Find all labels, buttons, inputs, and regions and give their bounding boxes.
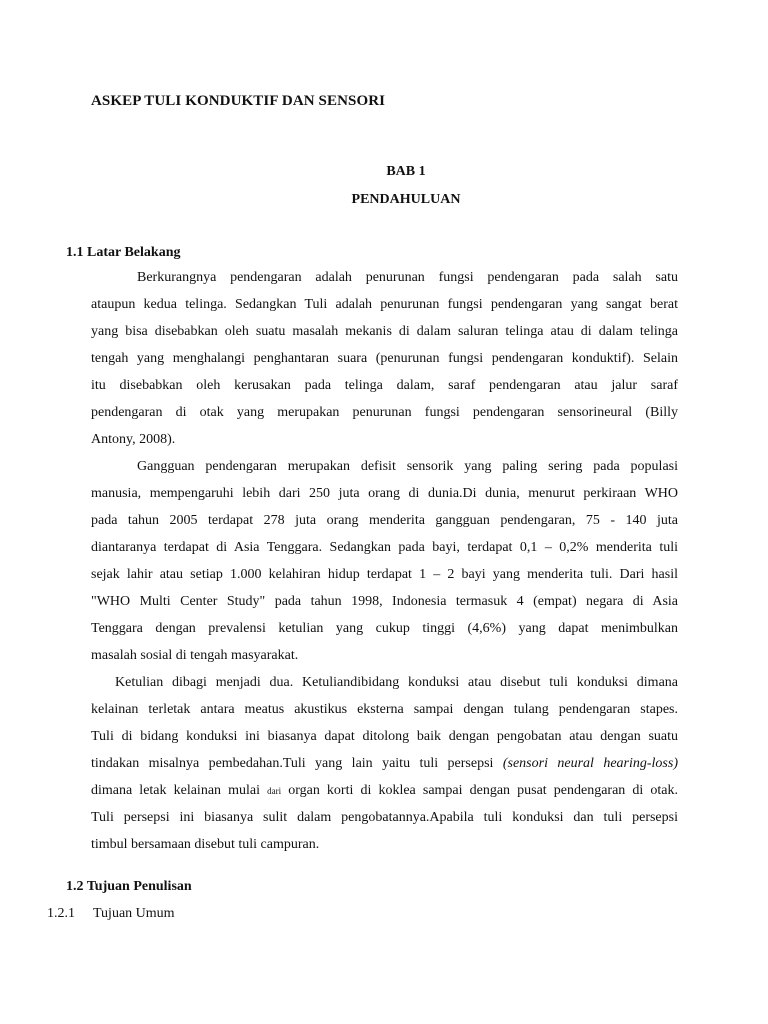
paragraph-3 xyxy=(91,669,678,858)
paragraph-line: ataupun kedua telinga. Sedangkan Tuli adalah penurunan fungsi pendengaran yang sangat berat xyxy=(91,297,678,312)
chapter-title: PENDAHULUAN xyxy=(351,192,461,207)
paragraph-line: timbul bersamaan disebut tuli campuran. xyxy=(91,837,320,852)
paragraph-line: Gangguan pendengaran merupakan defisit sensorik yang paling sering pada populasi xyxy=(137,459,678,474)
section-heading-tujuan-penulisan: 1.2 Tujuan Penulisan xyxy=(66,879,192,894)
small-text-run: dari xyxy=(267,786,282,796)
chapter-number: BAB 1 xyxy=(386,164,426,179)
paragraph-1 xyxy=(91,264,678,453)
paragraph-line: "WHO Multi Center Study" pada tahun 1998, Indonesia termasuk 4 (empat) negara di Asia xyxy=(91,594,678,609)
paragraph-line: Tuli persepsi ini biasanya sulit dalam pengobatannya.Apabila tuli konduksi dan tuli persepsi xyxy=(91,810,678,825)
paragraph-line: Tenggara dengan prevalensi ketulian yang cukup tinggi (4,6%) yang dapat menimbulkan xyxy=(91,621,678,636)
text-run: dimana letak kelainan mulai xyxy=(91,783,268,798)
document-title: ASKEP TULI KONDUKTIF DAN SENSORI xyxy=(91,93,386,109)
paragraph-line xyxy=(91,777,678,804)
paragraph-2 xyxy=(91,453,678,669)
text-run: tindakan misalnya pembedahan.Tuli yang lain yaitu tuli persepsi xyxy=(91,756,503,771)
subsection-title: Tujuan Umum xyxy=(93,906,175,921)
paragraph-line: diantaranya terdapat di Asia Tenggara. Sedangkan pada bayi, terdapat 0,1 – 0,2% menderita tuli xyxy=(91,540,678,555)
paragraph-line: Tuli di bidang konduksi ini biasanya dapat ditolong baik dengan pengobatan atau dengan suatu xyxy=(91,729,678,744)
paragraph-line: sejak lahir atau setiap 1.000 kelahiran hidup terdapat 1 – 2 bayi yang menderita tuli. Dari hasil xyxy=(91,567,678,582)
paragraph-line: pada tahun 2005 terdapat 278 juta orang menderita gangguan pendengaran, 75 - 140 juta xyxy=(91,513,678,528)
paragraph-line: yang bisa disebabkan oleh suatu masalah mekanis di dalam saluran telinga atau di dalam telinga xyxy=(91,324,678,339)
paragraph-line: tengah yang menghalangi penghantaran suara (penurunan fungsi pendengaran konduktif). Selain xyxy=(91,351,678,366)
paragraph-line: itu disebabkan oleh kerusakan pada telinga dalam, saraf pendengaran atau jalur saraf xyxy=(91,378,678,393)
italic-term: (sensori neural hearing-loss) xyxy=(502,756,678,771)
paragraph-line: manusia, mempengaruhi lebih dari 250 juta orang di dunia.Di dunia, menurut perkiraan WHO xyxy=(91,486,678,501)
paragraph-line: masalah sosial di tengah masyarakat. xyxy=(91,648,299,663)
paragraph-line: pendengaran di otak yang merupakan penurunan fungsi pendengaran sensorineural (Billy xyxy=(91,405,678,420)
paragraph-line: kelainan terletak antara meatus akustikus eksterna sampai dengan tulang pendengaran stapes. xyxy=(91,702,678,717)
paragraph-line: Antony, 2008). xyxy=(91,432,176,447)
paragraph-line: Berkurangnya pendengaran adalah penurunan fungsi pendengaran pada salah satu xyxy=(137,270,678,285)
paragraph-line: Ketulian dibagi menjadi dua. Ketuliandibidang konduksi atau disebut tuli konduksi dimana xyxy=(115,675,678,690)
section-heading-latar-belakang: 1.1 Latar Belakang xyxy=(66,245,181,260)
text-run: organ korti di koklea sampai dengan pusat pendengaran di otak. xyxy=(281,783,678,798)
paragraph-line xyxy=(91,750,678,777)
subsection-number: 1.2.1 xyxy=(47,906,75,921)
